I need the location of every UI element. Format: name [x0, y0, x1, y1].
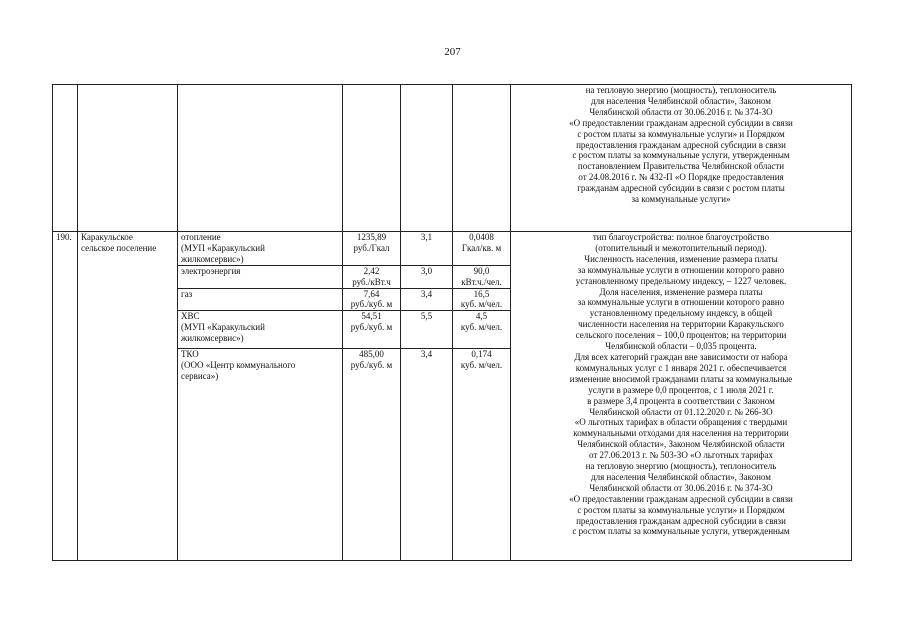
text-line: руб./кВт.ч	[352, 276, 391, 287]
table-row	[53, 232, 852, 266]
row-note	[511, 232, 852, 561]
text-line: 7,64	[363, 288, 380, 299]
service-name	[178, 232, 343, 266]
service-norm	[453, 288, 511, 311]
text-line: отопление	[181, 232, 221, 242]
service-tariff	[343, 349, 401, 561]
text-line: за коммунальные услуги»	[631, 194, 731, 205]
text-line: 2,42	[363, 265, 380, 276]
text-line: Доля населения, изменение размера платы	[599, 286, 763, 297]
text-line: «О предоставлении гражданам адресной субсидии в связи	[569, 493, 793, 504]
text-line: гражданам адресной субсидии в связи с ростом платы	[577, 183, 785, 194]
text-line: руб./куб. м	[350, 322, 393, 333]
text-line: Численность населения, изменение размера платы	[584, 253, 778, 264]
text-line: Каракульское	[81, 232, 133, 242]
text-line: сельского поселения – 100,0 процентов; на территории	[575, 330, 787, 341]
text-line: Гкал/кв. м	[461, 242, 502, 253]
text-line: куб. м/чел.	[460, 360, 503, 371]
text-line: для населения Челябинской области», Законом	[591, 471, 771, 482]
cell-empty	[453, 85, 511, 232]
text-line: установленному предельному индексу, – 1227 человек.	[575, 275, 787, 286]
service-tariff	[343, 265, 401, 288]
text-line: ТКО	[181, 349, 199, 360]
text-line: электроэнергия	[181, 265, 241, 276]
text-line: Челябинской области от 30.06.2016 г. № 374-ЗО	[589, 106, 773, 117]
text-line: с ростом платы за коммунальные услуги, утвержденным	[572, 150, 790, 161]
text-line: Челябинской области», Законом Челябинской области	[577, 439, 785, 450]
text-line: от 27.06.2013 г. № 503-ЗО «О льготных тарифах	[588, 450, 773, 461]
text-line: «О предоставлении гражданам адресной субсидии в связи	[569, 117, 793, 128]
page-number: 207	[444, 46, 461, 58]
service-tariff	[343, 311, 401, 349]
text-line: с ростом платы за коммунальные услуги» и Порядком	[577, 504, 785, 515]
text-line: тип благоустройства: полное благоустройство	[592, 232, 770, 242]
service-name	[178, 311, 343, 349]
text-line: (ООО «Центр коммунального	[181, 360, 296, 371]
text-line: 1235,89	[356, 232, 387, 242]
text-line: за коммунальные услуги в отношении которого равно	[577, 264, 785, 275]
text-line: коммунальных услуг с 1 января 2021 г. обеспечивается	[575, 362, 787, 373]
text-line: установленному предельному индексу, в общей	[589, 308, 773, 319]
continuation-note	[511, 85, 852, 232]
service-name	[178, 288, 343, 311]
service-tariff	[343, 288, 401, 311]
service-norm	[453, 311, 511, 349]
service-index: 5,5	[401, 311, 453, 349]
service-index: 3,0	[401, 265, 453, 288]
text-line: на тепловую энергию (мощность), теплоноситель	[585, 85, 777, 95]
service-index: 3,1	[401, 232, 453, 266]
text-line: для населения Челябинской области», Законом	[591, 95, 771, 106]
settlement-name	[78, 232, 178, 561]
text-line: ХВС	[181, 311, 200, 322]
text-line: услуги в размере 0,0 процентов, с 1 июля 2021 г.	[588, 384, 774, 395]
text-line: сервиса»)	[181, 371, 219, 382]
text-line: Челябинской области – 0,035 процента.	[605, 341, 757, 352]
text-line: от 24.08.2016 г. № 432-П «О Порядке предоставления	[578, 172, 784, 183]
service-norm	[453, 265, 511, 288]
cell-empty	[343, 85, 401, 232]
text-line: 90,0	[473, 265, 490, 276]
text-line: предоставления гражданам адресной субсидии в связи	[576, 515, 786, 526]
text-line: на тепловую энергию (мощность), теплоноситель	[585, 461, 777, 472]
text-line: «О льготных тарифах в области обращения с твердыми	[574, 417, 788, 428]
text-line: 0,174	[471, 349, 492, 360]
text-line: куб. м/чел.	[460, 299, 503, 310]
cell-empty	[53, 85, 78, 232]
text-line: (МУП «Каракульский	[181, 322, 265, 333]
text-line: 485,00	[359, 349, 384, 360]
text-line: кВт.ч./чел.	[461, 276, 502, 287]
text-line: Челябинской области от 01.12.2020 г. № 266-ЗО	[589, 406, 773, 417]
service-norm	[453, 349, 511, 561]
text-line: коммунальными отходами для населения на территории	[573, 428, 789, 439]
text-line: предоставления гражданам адресной субсидии в связи	[576, 139, 786, 150]
text-line: в размере 3,4 процента в соответствии с Законом	[587, 395, 775, 406]
text-line: 4,5	[475, 311, 488, 322]
cell-empty	[178, 85, 343, 232]
text-line: (отопительный и межотопительный период).	[595, 242, 767, 253]
text-line: жилкомсервис»)	[181, 253, 244, 264]
text-line: 54,51	[361, 311, 382, 322]
text-line: численности населения на территории Каракульского	[578, 319, 784, 330]
service-norm	[453, 232, 511, 266]
text-line: руб./куб. м	[350, 360, 393, 371]
cell-empty	[401, 85, 453, 232]
service-tariff	[343, 232, 401, 266]
continuation-row	[53, 85, 852, 232]
service-index: 3,4	[401, 349, 453, 561]
text-line: за коммунальные услуги в отношении которого равно	[577, 297, 785, 308]
text-line: Для всех категорий граждан вне зависимости от набора	[574, 351, 788, 362]
text-line: постановлением Правительства Челябинской области	[577, 161, 785, 172]
tariff-table	[52, 84, 852, 561]
text-line: сельское поселение	[81, 242, 157, 253]
text-line: 0,0408	[469, 232, 494, 242]
text-line: изменение вносимой гражданами платы за коммунальные	[569, 373, 793, 384]
text-line: жилкомсервис»)	[181, 333, 244, 344]
text-line: газ	[181, 288, 193, 299]
text-line: руб./Гкал	[353, 242, 390, 253]
text-line: руб./куб. м	[350, 299, 393, 310]
text-line: с ростом платы за коммунальные услуги» и Порядком	[577, 128, 785, 139]
cell-empty	[78, 85, 178, 232]
text-line: (МУП «Каракульский	[181, 242, 265, 253]
service-index: 3,4	[401, 288, 453, 311]
service-name	[178, 265, 343, 288]
text-line: с ростом платы за коммунальные услуги, утвержденным	[572, 526, 790, 537]
text-line: куб. м/чел.	[460, 322, 503, 333]
text-line: Челябинской области от 30.06.2016 г. № 374-ЗО	[589, 482, 773, 493]
text-line: 16,5	[473, 288, 490, 299]
row-number: 190.	[53, 232, 78, 561]
service-name	[178, 349, 343, 561]
